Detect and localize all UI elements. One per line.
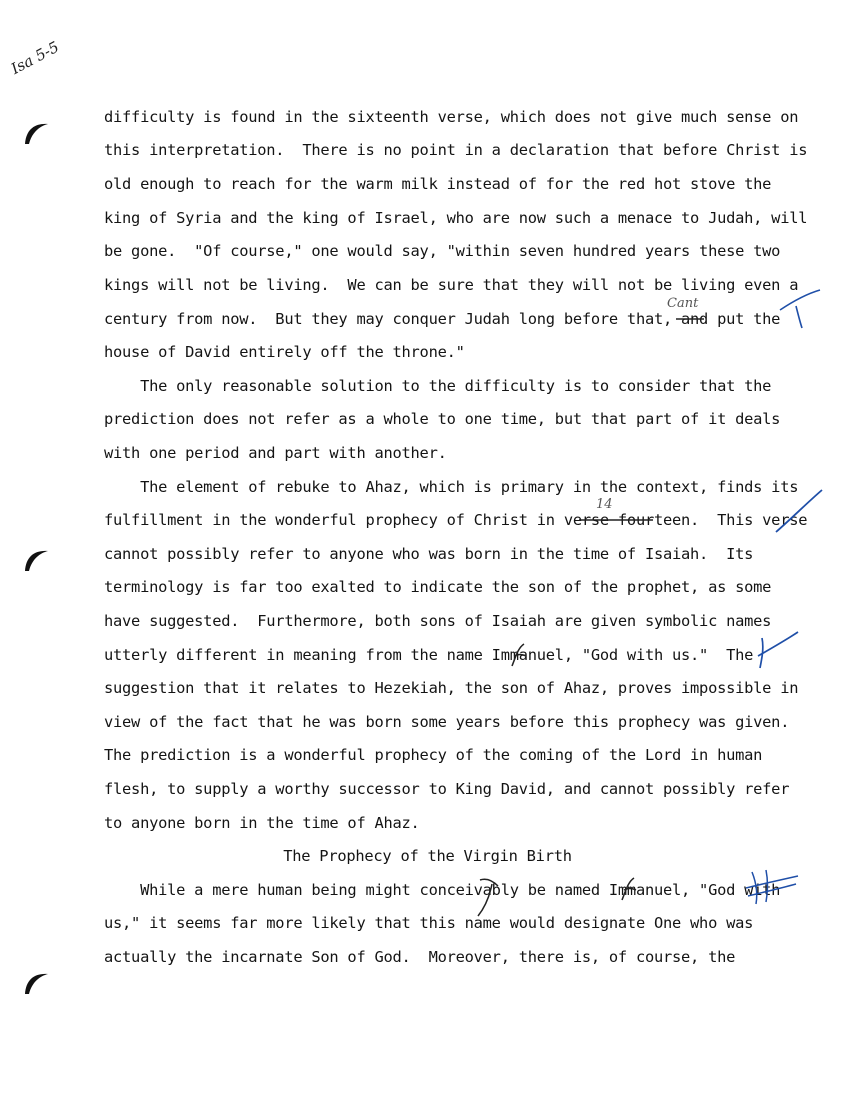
body-line-1: difficulty is found in the sixteenth verse, which does not give much sense on xyxy=(104,108,799,126)
blue-check-mark-3 xyxy=(756,630,800,670)
body-line-22: to anyone born in the time of Ahaz. xyxy=(104,814,420,832)
strike-fourteen xyxy=(579,516,655,524)
body-line-20: The prediction is a wonderful prophecy of the coming of the Lord in human xyxy=(104,746,763,764)
body-line-18: suggestion that it relates to Hezekiah, the son of Ahaz, proves impossible in xyxy=(104,679,799,697)
insertion-cant: Cant xyxy=(667,296,699,311)
body-line-8: house of David entirely off the throne." xyxy=(104,343,465,361)
body-line-10: prediction does not refer as a whole to one time, but that part of it deals xyxy=(104,410,781,428)
punch-hole-bottom xyxy=(22,968,52,998)
body-line-4: king of Syria and the king of Israel, who are now such a menace to Judah, will xyxy=(104,209,808,227)
insertion-fourteen-number: 14 xyxy=(596,497,613,512)
body-line-14: cannot possibly refer to anyone who was born in the time of Isaiah. Its xyxy=(104,545,754,563)
body-line-24: us," it seems far more likely that this name would designate One who was xyxy=(104,914,754,932)
body-line-16: have suggested. Furthermore, both sons of Isaiah are given symbolic names xyxy=(104,612,772,630)
body-line-23: While a mere human being might conceivably be named Immanuel, "God with xyxy=(104,881,781,899)
body-line-11: with one period and part with another. xyxy=(104,444,447,462)
punch-hole-top xyxy=(22,118,52,148)
body-line-25: actually the incarnate Son of God. Moreover, there is, of course, the xyxy=(104,948,736,966)
correction-mark-immanuel-1 xyxy=(508,640,530,670)
body-line-7: century from now. But they may conquer Judah long before that, and put the xyxy=(104,310,781,328)
correction-mark-immanuel-2 xyxy=(618,874,640,904)
body-line-5: be gone. "Of course," one would say, "within seven hundred years these two xyxy=(104,242,781,260)
body-line-15: terminology is far too exalted to indicate the son of the prophet, as some xyxy=(104,578,772,596)
correction-mark-conceivably xyxy=(470,872,504,922)
body-line-17: utterly different in meaning from the name Immanuel, "God with us." The xyxy=(104,646,754,664)
body-line-9: The only reasonable solution to the difficulty is to consider that the xyxy=(104,377,772,395)
body-line-12: The element of rebuke to Ahaz, which is primary in the context, finds its xyxy=(104,478,799,496)
handwritten-reference: Isa 5-5 xyxy=(8,37,62,78)
body-line-2: this interpretation. There is no point in a declaration that before Christ is xyxy=(104,141,808,159)
blue-check-mark-1 xyxy=(778,288,822,332)
blue-check-mark-2 xyxy=(774,488,824,536)
body-line-13: fulfillment in the wonderful prophecy of Christ in verse fourteen. This verse xyxy=(104,511,808,529)
punch-hole-middle xyxy=(22,545,52,575)
strike-put xyxy=(676,316,706,322)
section-heading: The Prophecy of the Virgin Birth xyxy=(283,847,572,865)
body-line-19: view of the fact that he was born some years before this prophecy was given. xyxy=(104,713,790,731)
body-line-6: kings will not be living. We can be sure that they will not be living even a xyxy=(104,276,799,294)
body-line-21: flesh, to supply a worthy successor to King David, and cannot possibly refer xyxy=(104,780,790,798)
blue-hash-mark xyxy=(744,868,800,908)
body-line-3: old enough to reach for the warm milk instead of for the red hot stove the xyxy=(104,175,772,193)
